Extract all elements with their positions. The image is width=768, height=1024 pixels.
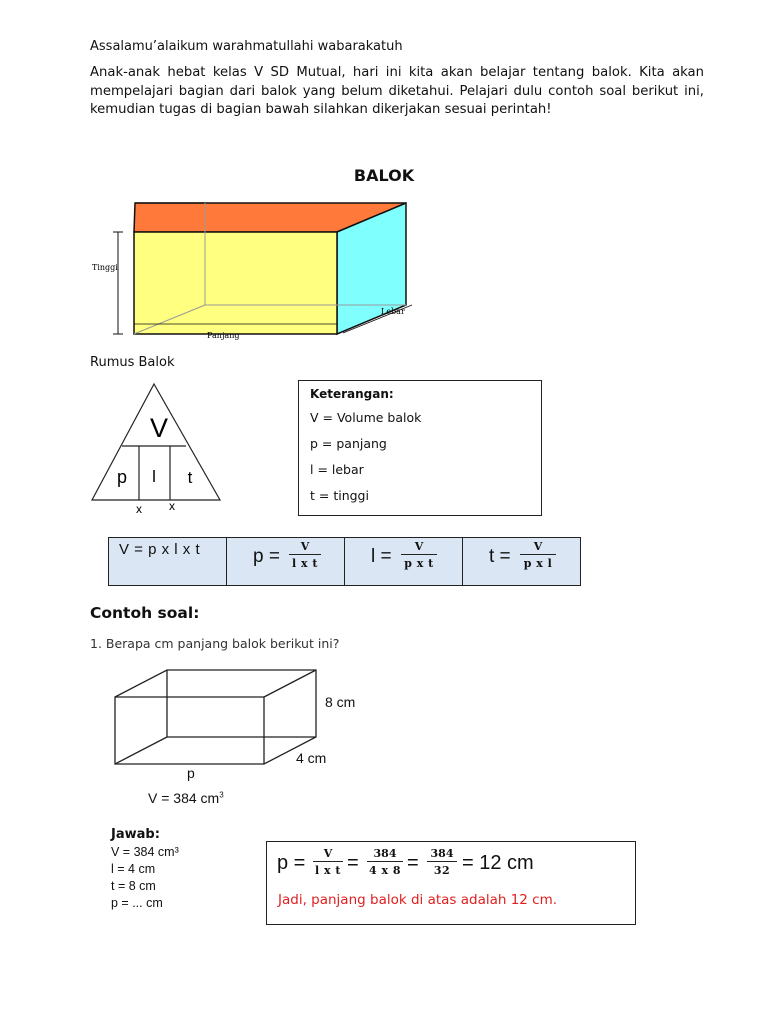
triangle-multiply-2: x [169,499,175,513]
formula-l-fraction: V p x t [401,540,437,570]
cuboid-front-face [134,232,337,334]
keterangan-title: Keterangan: [310,387,394,401]
example-height-label: 8 cm [325,694,356,710]
label-tinggi: Tinggi [92,263,118,272]
answer-fraction-3: 384 32 [427,847,457,877]
answer-lhs: p = [277,852,306,874]
keterangan-line: p = panjang [310,436,387,451]
rumus-label: Rumus Balok [90,355,175,370]
keterangan-line: t = tinggi [310,488,369,503]
answer-equals: = [347,852,359,874]
formula-table [108,537,581,586]
formula-volume-cell [109,538,227,585]
jawab-line: t = 8 cm [111,879,156,893]
triangle-v: V [149,413,169,443]
triangle-t: t [187,468,193,487]
example-volume-label: V = 384 $cm^3$ [148,790,224,806]
contoh-soal-title: Contoh soal: [90,604,200,622]
formula-t-fraction: V p x l [520,540,556,570]
formula-t-lhs: t = [489,546,511,567]
example-cuboid [110,668,320,770]
example-length-label: p [187,765,195,781]
answer-equals: = [407,852,419,874]
answer-conclusion: Jadi, panjang balok di atas adalah 12 cm. [278,892,558,908]
greeting-text: Assalamu’alaikum warahmatullahi wabarakatuh [90,39,403,54]
cuboid-diagram [88,193,436,345]
formula-volume: V = p x l x t [119,541,200,558]
label-lebar: Lebar [381,307,405,316]
jawab-line: p = ... cm [111,896,163,910]
formula-l-cell [345,538,463,585]
formula-p-fraction: V l x t [289,540,321,570]
answer-box [266,841,636,925]
jawab-title: Jawab: [111,827,160,842]
answer-fraction-1: V l x t [313,847,343,877]
formula-triangle [88,382,228,517]
formula-p-lhs: p = [253,546,280,567]
formula-l-lhs: l = [371,546,392,567]
answer-result: = 12 cm [462,852,534,874]
intro-paragraph: Anak-anak hebat kelas V SD Mutual, hari ini kita akan belajar tentang balok. Kita akan mempelajari bagian dari balok yang belum diketahui. Pelajari dulu contoh soal berikut ini, kemudian tugas di bagian bawah silahkan dikerjakan sesuai perintah! [90,65,704,117]
jawab-line: V = 384 cm³ [111,845,179,859]
page-title: BALOK [353,166,415,185]
example-width-label: 4 cm [296,750,327,766]
keterangan-line: V = Volume balok [310,410,422,425]
label-panjang: Panjang [207,331,240,340]
question-1: 1. Berapa cm panjang balok berikut ini? [90,636,340,651]
triangle-multiply-1: x [136,502,142,516]
keterangan-line: l = lebar [310,462,364,477]
answer-fraction-2: 384 4 x 8 [368,847,402,877]
keterangan-box [298,380,542,516]
formula-p-cell [227,538,345,585]
jawab-line: l = 4 cm [111,862,156,876]
triangle-p: p [116,467,128,487]
formula-t-cell [463,538,580,585]
triangle-l: l [152,467,156,486]
